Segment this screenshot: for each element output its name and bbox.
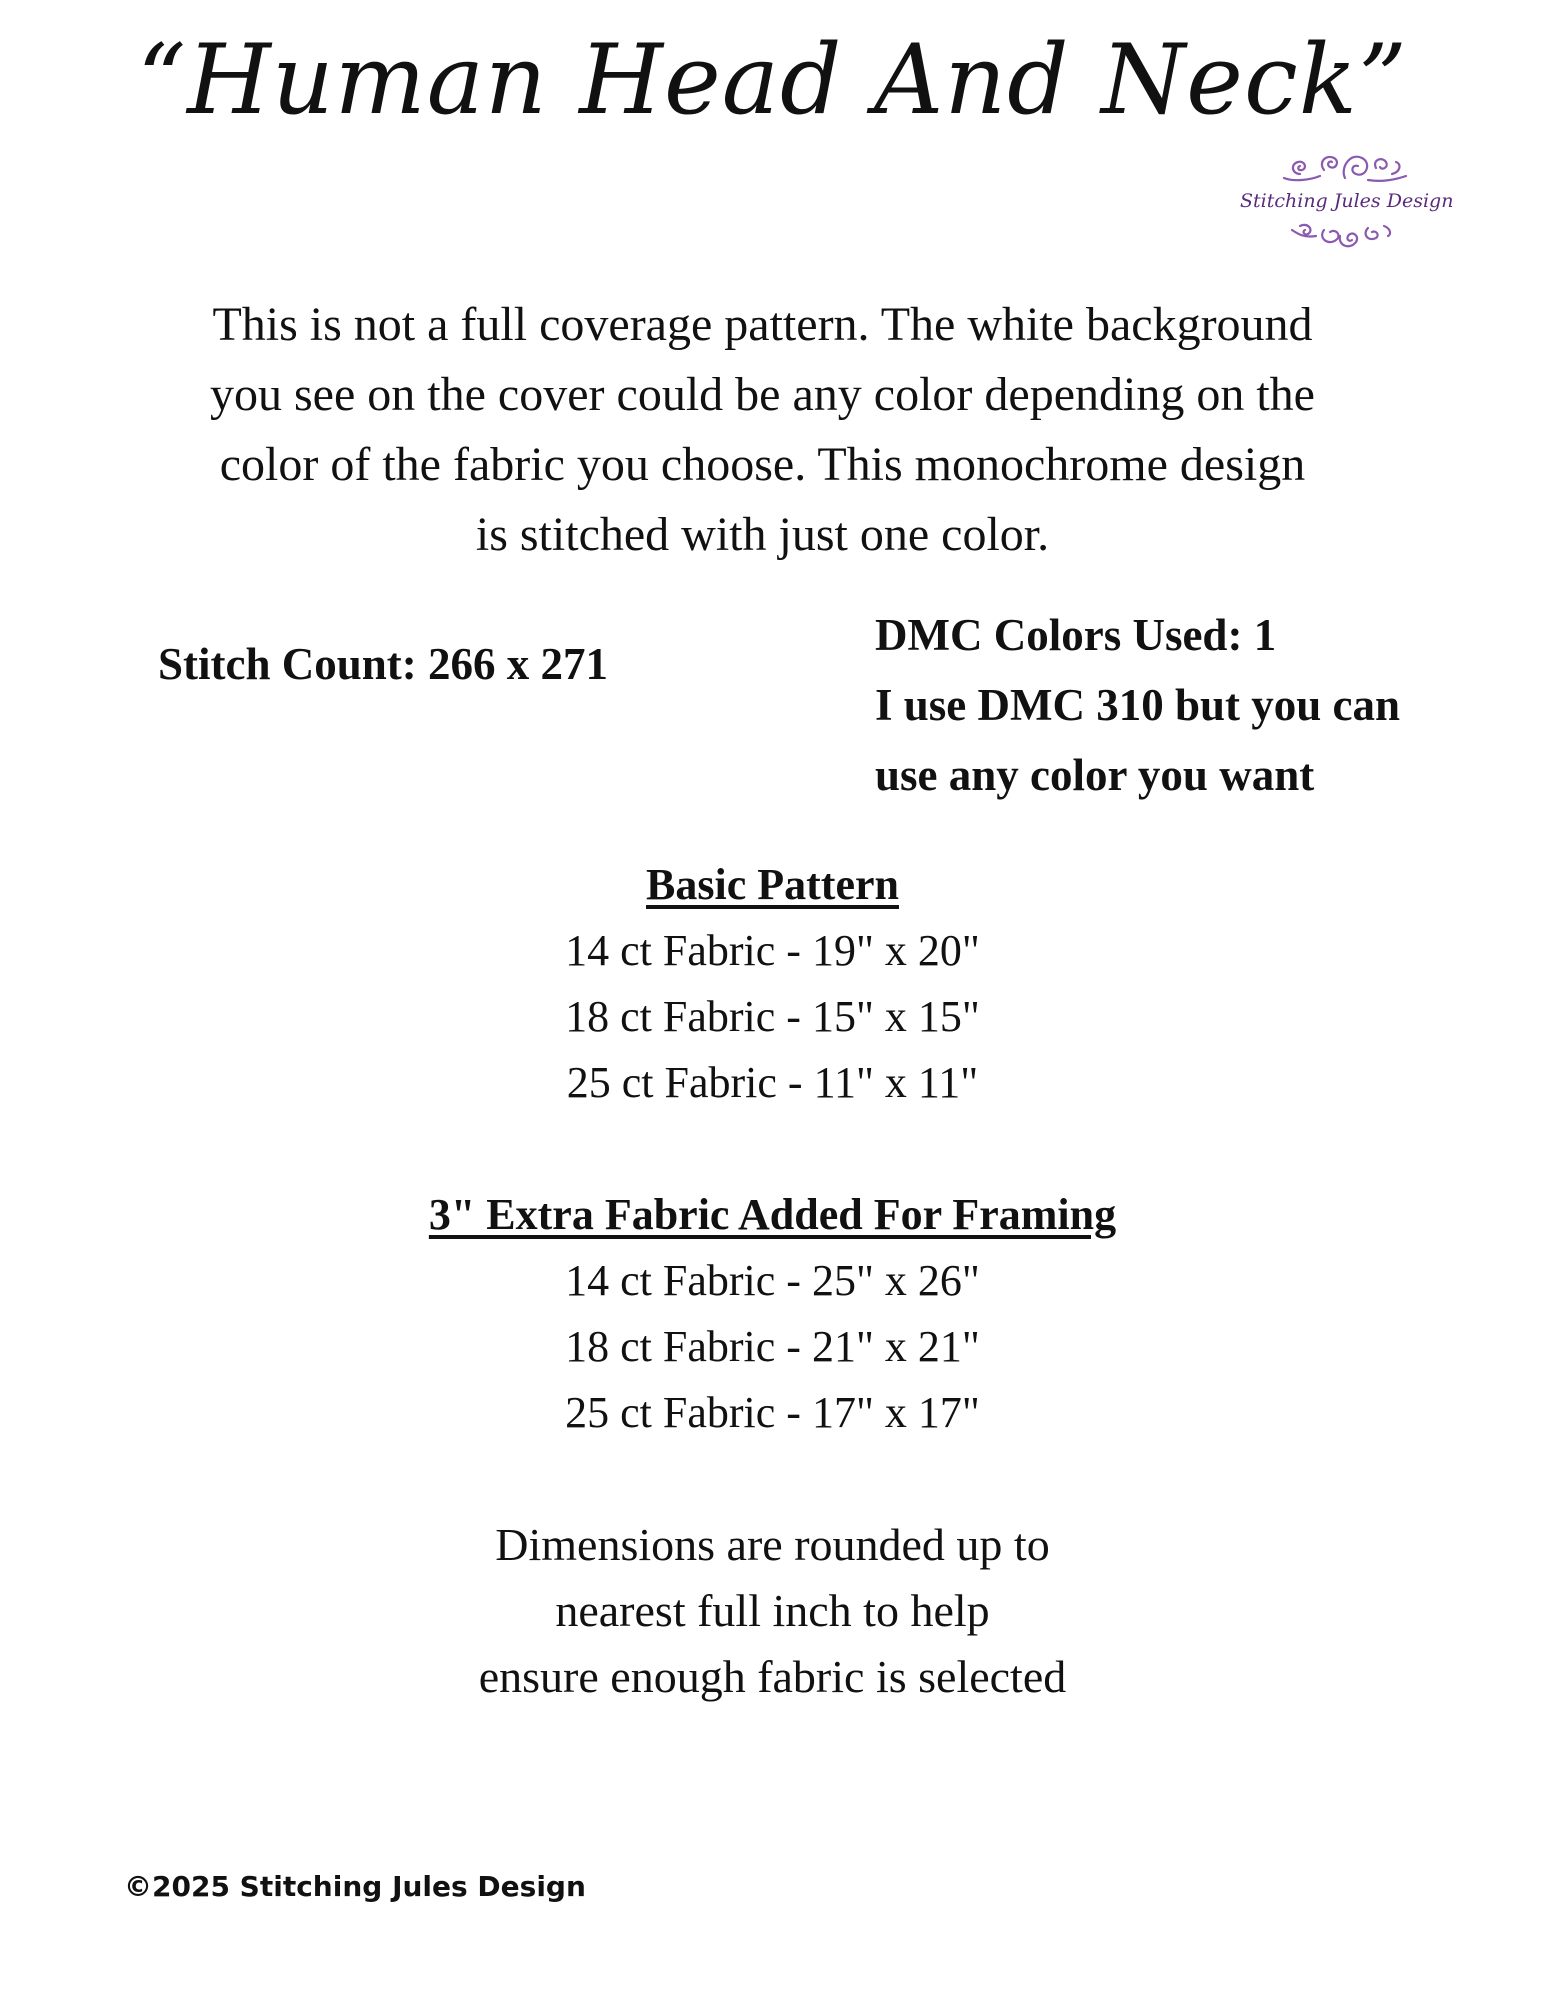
intro-line: color of the fabric you choose. This monochrome design: [219, 438, 1306, 491]
basic-pattern-section: [0, 852, 1545, 1116]
copyright-notice: ©2025 Stitching Jules Design: [124, 1870, 586, 1903]
intro-paragraph: [140, 290, 1385, 570]
intro-line: is stitched with just one color.: [475, 508, 1050, 561]
dimensions-note: [0, 1512, 1545, 1710]
flourish-bottom-icon: [1290, 216, 1400, 254]
extra-fabric-section: [0, 1182, 1545, 1446]
flourish-top-icon: [1280, 148, 1410, 186]
intro-line: you see on the cover could be any color depending on the: [210, 368, 1315, 421]
fabric-size-item: 14 ct Fabric - 19" x 20": [565, 926, 980, 975]
fabric-size-item: 25 ct Fabric - 17" x 17": [565, 1388, 980, 1437]
dmc-line: I use DMC 310 but you can: [875, 680, 1401, 730]
dmc-line: use any color you want: [875, 750, 1315, 800]
page-title: “Human Head And Neck”: [137, 24, 1408, 136]
fabric-size-item: 18 ct Fabric - 15" x 15": [565, 992, 980, 1041]
section-heading: 3" Extra Fabric Added For Framing: [428, 1190, 1117, 1239]
brand-logo: [1240, 148, 1454, 266]
stitch-count: Stitch Count: 266 x 271: [158, 639, 609, 689]
section-heading: Basic Pattern: [646, 860, 899, 909]
fabric-size-item: 18 ct Fabric - 21" x 21": [565, 1322, 980, 1371]
note-line: nearest full inch to help: [555, 1585, 990, 1636]
dmc-line: DMC Colors Used: 1: [875, 610, 1277, 660]
dmc-colors-info: [875, 600, 1535, 810]
fabric-size-item: 25 ct Fabric - 11" x 11": [566, 1058, 979, 1107]
note-line: Dimensions are rounded up to: [495, 1519, 1050, 1570]
fabric-size-item: 14 ct Fabric - 25" x 26": [565, 1256, 980, 1305]
logo-text: Stitching Jules Design: [1240, 190, 1454, 212]
intro-line: This is not a full coverage pattern. The white background: [212, 298, 1313, 351]
note-line: ensure enough fabric is selected: [478, 1651, 1067, 1702]
